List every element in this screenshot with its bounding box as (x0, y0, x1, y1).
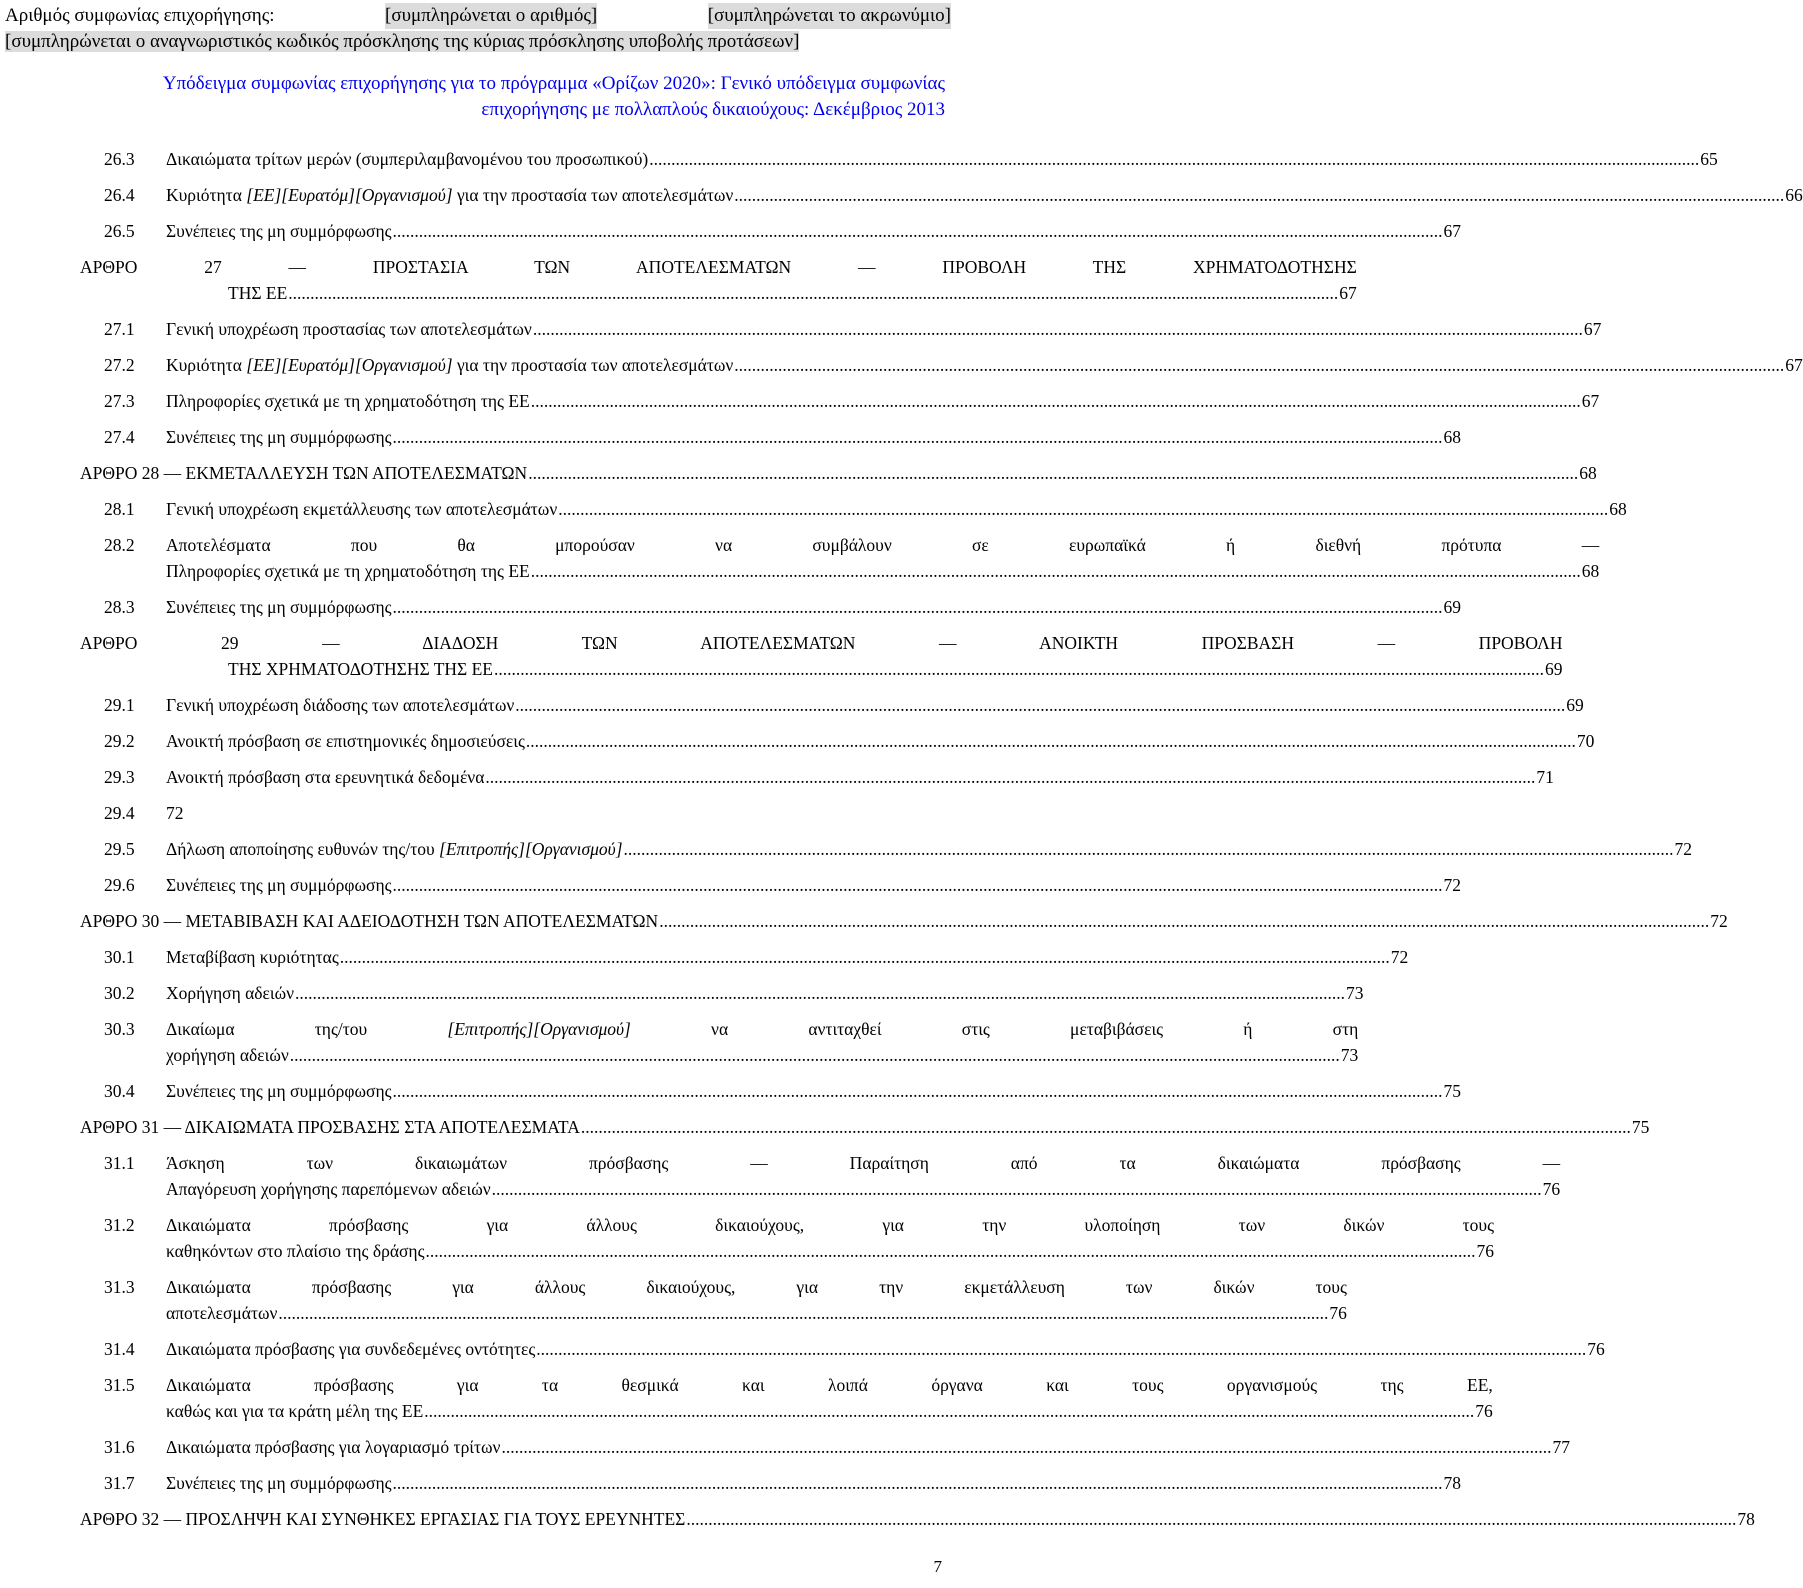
toc-entry-title-text: Συνέπειες της μη συμμόρφωσης (166, 221, 392, 241)
toc-entry-number: 31.3 (104, 1277, 135, 1297)
toc-entry-title-text: Ανοικτή πρόσβαση σε επιστημονικές δημοσιεύσεις (166, 731, 525, 751)
toc-dot-leader (492, 1176, 1542, 1202)
subtitle-line-2: επιχορήγησης με πολλαπλούς δικαιούχους: Δεκέμβριος 2013 (481, 99, 945, 120)
toc-entry-number: 28.2 (104, 535, 135, 555)
subtitle-line-1: Υπόδειγμα συμφωνίας επιχορήγησης για το πρόγραμμα «Ορίζων 2020»: Γενικό υπόδειγμα συμφωνίας (162, 73, 945, 94)
toc-entry-title-italic: [ΕΕ][Ευρατόμ][Οργανισμού] (246, 355, 453, 375)
page-number: 7 (933, 1557, 942, 1576)
toc-entry-line (80, 656, 1563, 682)
toc-section-entry[interactable] (80, 218, 1462, 244)
toc-entry-title-pre: Δικαίωμα της/του (166, 1019, 448, 1039)
header-line-1 (5, 3, 951, 29)
toc-section-entry[interactable] (80, 1470, 1462, 1496)
toc-entry-title (166, 388, 530, 414)
toc-entry-title-text: Πληροφορίες σχετικά με τη χρηματοδότηση της ΕΕ (166, 391, 530, 411)
toc-entry-title-pre: Κυριότητα (166, 355, 247, 375)
toc-entry-title-first: Δικαιώματα πρόσβασης για άλλους δικαιούχους, για την υλοποίηση των δικών τους (166, 1215, 1495, 1235)
toc-entry-title-first: Δικαιώματα πρόσβασης για άλλους δικαιούχους, για την εκμετάλλευση των δικών τους (166, 1277, 1347, 1297)
toc-section-entry[interactable] (80, 594, 1462, 620)
toc-dot-leader (290, 1042, 1340, 1068)
toc-dot-leader (288, 280, 1338, 306)
toc-entry-number: 29.6 (104, 875, 135, 895)
toc-entry-number: 26.3 (104, 149, 135, 169)
toc-entry-body (166, 532, 1599, 584)
toc-entry-line (166, 692, 1584, 718)
acronym-placeholder: [συμπληρώνεται το ακρωνύμιο] (708, 3, 951, 29)
toc-entry-number: 29.3 (104, 767, 135, 787)
toc-entry-title-text: Γενική υποχρέωση διάδοσης των αποτελεσμάτων (166, 695, 515, 715)
toc-entry-page: 67 (1443, 221, 1462, 241)
toc-entry-page: 68 (1443, 427, 1462, 447)
toc-entry-body (166, 980, 1364, 1006)
toc-entry-title (80, 908, 658, 934)
toc-entry-title-text: καθηκόντων στο πλαίσιο της δράσης (166, 1241, 425, 1261)
toc-entry-title (228, 656, 493, 682)
toc-entry-first-line (80, 254, 1357, 280)
toc-dot-leader (686, 1506, 1736, 1532)
toc-entry-title-pre: Δήλωση αποποίησης ευθυνών της/του (166, 839, 440, 859)
toc-entry-title-post: για την προστασία των αποτελεσμάτων (452, 185, 734, 205)
toc-section-entry[interactable] (80, 1150, 1561, 1202)
toc-entry-line (166, 558, 1599, 584)
toc-entry-line (166, 872, 1461, 898)
toc-entry-page: 68 (1581, 561, 1600, 581)
toc-section-entry[interactable] (80, 836, 1693, 862)
toc-entry-title (166, 692, 514, 718)
toc-entry-page: 76 (1475, 1401, 1493, 1421)
toc-article-entry[interactable] (80, 630, 1563, 682)
toc-dot-leader (531, 558, 1581, 584)
toc-section-entry[interactable] (80, 1372, 1493, 1424)
toc-entry-title (166, 872, 392, 898)
document-subtitle (80, 71, 945, 123)
toc-entry-page: 76 (1587, 1339, 1605, 1359)
toc-entry-body (166, 218, 1461, 244)
toc-entry-title-text: ΤΗΣ ΕΕ (228, 283, 288, 303)
toc-entry-body (166, 836, 1692, 862)
toc-article-entry[interactable] (80, 254, 1357, 306)
toc-entry-title-text: ΑΡΘΡΟ 28 — ΕΚΜΕΤΑΛΛΕΥΣΗ ΤΩΝ ΑΠΟΤΕΛΕΣΜΑΤΩΝ (80, 463, 528, 483)
toc-entry-body (80, 1114, 1649, 1140)
toc-entry-body (166, 1016, 1358, 1068)
toc-entry-title (166, 728, 525, 754)
toc-entry-title (166, 1470, 392, 1496)
toc-dot-leader (624, 836, 1674, 862)
toc-entry-first-line (166, 1016, 1358, 1042)
toc-dot-leader (426, 1238, 1476, 1264)
toc-entry-title-text: Συνέπειες της μη συμμόρφωσης (166, 597, 392, 617)
toc-entry-title-post: για την προστασία των αποτελεσμάτων (452, 355, 734, 375)
toc-article-entry[interactable] (80, 908, 1728, 934)
toc-entry-line (166, 146, 1718, 172)
toc-entry-number: 30.1 (104, 947, 135, 967)
toc-entry-title-first: Δικαιώματα πρόσβασης για τα θεσμικά και λοιπά όργανα και τους οργανισμούς της ΕΕ, (166, 1375, 1493, 1395)
toc-entry-page: 69 (1566, 695, 1584, 715)
toc-entry-page: 78 (1443, 1473, 1462, 1493)
toc-entry-first-line (166, 1150, 1560, 1176)
toc-entry-number: 26.5 (104, 221, 135, 241)
toc-dot-leader (734, 182, 1784, 208)
toc-entry-body (166, 764, 1554, 790)
toc-entry-line (80, 1506, 1755, 1532)
toc-section-entry[interactable] (80, 944, 1409, 970)
toc-entry-title-italic: [ΕΕ][Ευρατόμ][Οργανισμού] (246, 185, 453, 205)
toc-entry-title-text: Πληροφορίες σχετικά με τη χρηματοδότηση της ΕΕ (166, 561, 530, 581)
toc-section-entry[interactable] (80, 388, 1600, 414)
toc-article-entry[interactable] (80, 1114, 1650, 1140)
toc-entry-number: 31.2 (104, 1215, 135, 1235)
toc-dot-leader (528, 460, 1578, 486)
toc-entry-title-italic: [Επιτροπής][Οργανισμού] (439, 839, 623, 859)
toc-entry-number: 30.2 (104, 983, 135, 1003)
toc-dot-leader (393, 594, 1443, 620)
toc-entry-page: 68 (1579, 463, 1597, 483)
toc-dot-leader (533, 316, 1583, 342)
toc-entry-title-text: Συνέπειες της μη συμμόρφωσης (166, 1473, 392, 1493)
toc-dot-leader (659, 908, 1709, 934)
toc-entry-title-text: ΑΡΘΡΟ 31 — ΔΙΚΑΙΩΜΑΤΑ ΠΡΟΣΒΑΣΗΣ ΣΤΑ ΑΠΟΤΕΛΕΣΜΑΤΑ (80, 1117, 580, 1137)
toc-entry-title-text: Γενική υποχρέωση προστασίας των αποτελεσμάτων (166, 319, 532, 339)
toc-entry-page: 73 (1346, 983, 1364, 1003)
toc-section-entry[interactable] (80, 1016, 1359, 1068)
toc-entry-line (166, 764, 1554, 790)
toc-entry-page: 72 (1443, 875, 1462, 895)
toc-entry-title (166, 496, 557, 522)
toc-entry-page: 76 (1329, 1303, 1347, 1323)
toc-entry-body (166, 424, 1461, 450)
toc-entry-body (166, 692, 1584, 718)
toc-entry-number: 27.1 (104, 319, 135, 339)
toc-entry-first-line (166, 1212, 1494, 1238)
toc-entry-title (166, 1176, 491, 1202)
toc-entry-line (166, 728, 1594, 754)
toc-entry-line (166, 594, 1461, 620)
toc-entry-title (228, 280, 287, 306)
toc-entry-number: 29.2 (104, 731, 135, 751)
toc-entry-number: 31.1 (104, 1153, 135, 1173)
toc-entry-line (166, 836, 1692, 862)
toc-entry-page: 67 (1785, 355, 1803, 375)
toc-entry-body (166, 728, 1594, 754)
toc-section-entry[interactable] (80, 872, 1462, 898)
toc-entry-number: 31.4 (104, 1339, 135, 1359)
toc-entry-title (166, 424, 392, 450)
toc-section-entry[interactable] (80, 182, 1803, 208)
toc-entry-body (166, 146, 1718, 172)
toc-entry-title-text: Δικαιώματα πρόσβασης για λογαριασμό τρίτων (166, 1437, 501, 1457)
toc-entry-title-italic: [Επιτροπής][Οργανισμού] (447, 1019, 631, 1039)
toc-entry-page: 72 (1710, 911, 1728, 931)
toc-entry-title (80, 1506, 685, 1532)
toc-entry-line (166, 218, 1461, 244)
toc-entry-line (166, 1336, 1605, 1362)
toc-entry-body (166, 1150, 1560, 1202)
toc-entry-body (166, 1212, 1494, 1264)
toc-entry-page: 70 (1576, 731, 1595, 751)
toc-entry-title (166, 1300, 277, 1326)
toc-entry-title-text: Χορήγηση αδειών (166, 983, 295, 1003)
toc-entry-page: 73 (1340, 1045, 1359, 1065)
toc-section-entry[interactable] (80, 692, 1584, 718)
toc-entry-body (166, 496, 1627, 522)
toc-entry-title-first: Άσκηση των δικαιωμάτων πρόσβασης — Παραίτηση από τα δικαιώματα πρόσβασης — (166, 1153, 1561, 1173)
toc-entry-body (166, 182, 1803, 208)
toc-entry-title (166, 1398, 423, 1424)
toc-dot-leader (424, 1398, 1474, 1424)
toc-entry-number: 31.6 (104, 1437, 135, 1457)
toc-entry-line (166, 1300, 1347, 1326)
toc-entry-body (166, 1336, 1605, 1362)
toc-entry-title (166, 1042, 289, 1068)
toc-dot-leader (558, 496, 1608, 522)
toc-entry-line (166, 182, 1803, 208)
toc-section-entry[interactable] (80, 800, 946, 826)
toc-section-entry[interactable] (80, 1434, 1570, 1460)
toc-entry-line (166, 496, 1627, 522)
toc-entry-title-text: Συνέπειες της μη συμμόρφωσης (166, 875, 392, 895)
toc-dot-leader (536, 1336, 1586, 1362)
toc-entry-line (166, 1434, 1570, 1460)
toc-dot-leader (494, 656, 1544, 682)
call-identifier-placeholder: [συμπληρώνεται ο αναγνωριστικός κωδικός πρόσκλησης της κύριας πρόσκλησης υποβολής προτάσεων] (5, 31, 800, 52)
toc-article-entry[interactable] (80, 1506, 1755, 1532)
toc-dot-leader (501, 1434, 1551, 1460)
toc-entry-title (166, 1078, 392, 1104)
toc-entry-title (166, 218, 392, 244)
toc-entry-page: 75 (1443, 1081, 1462, 1101)
toc-entry-body (166, 1434, 1570, 1460)
toc-entry-first-line (166, 532, 1599, 558)
toc-dot-leader (649, 146, 1699, 172)
toc-entry-title (166, 1238, 425, 1264)
toc-entry-title (166, 146, 648, 172)
toc-entry-body (166, 352, 1803, 378)
toc-entry-body (166, 316, 1601, 342)
toc-section-entry[interactable] (80, 1212, 1495, 1264)
toc-entry-title-text: ΑΡΘΡΟ 32 — ΠΡΟΣΛΗΨΗ ΚΑΙ ΣΥΝΘΗΚΕΣ ΕΡΓΑΣΙΑΣ ΓΙΑ ΤΟΥΣ ΕΡΕΥΝΗΤΕΣ (80, 1509, 686, 1529)
toc-entry-title-text: Συνέπειες της μη συμμόρφωσης (166, 427, 392, 447)
toc-entry-body (166, 1470, 1461, 1496)
toc-entry-body (166, 388, 1599, 414)
toc-entry-page: 69 (1545, 659, 1563, 679)
toc-entry-page: 72 (1674, 839, 1693, 859)
toc-entry-number: 30.4 (104, 1081, 135, 1101)
toc-entry-line (166, 388, 1599, 414)
toc-entry-line (166, 352, 1803, 378)
toc-entry-title (166, 558, 530, 584)
toc-entry-body (166, 1078, 1461, 1104)
toc-entry-page: 76 (1476, 1241, 1495, 1261)
toc-entry-title-text: Δικαιώματα πρόσβασης για συνδεδεμένες οντότητες (166, 1339, 536, 1359)
toc-entry-number: 29.5 (104, 839, 135, 859)
toc-dot-leader (581, 1114, 1631, 1140)
toc-entry-body (166, 1274, 1347, 1326)
toc-entry-title (166, 352, 733, 378)
toc-section-entry[interactable] (80, 728, 1595, 754)
table-of-contents (80, 146, 1803, 1532)
toc-entry-page: 78 (1737, 1509, 1755, 1529)
toc-entry-body (166, 944, 1408, 970)
grant-number-placeholder: [συμπληρώνεται ο αριθμός] (385, 3, 597, 29)
toc-entry-line (166, 980, 1364, 1006)
toc-entry-line (166, 1078, 1461, 1104)
toc-entry-body (80, 630, 1563, 682)
toc-section-entry[interactable] (80, 764, 1554, 790)
toc-entry-title-text: Μεταβίβαση κυριότητας (166, 947, 339, 967)
toc-entry-title-pre: Κυριότητα (166, 185, 247, 205)
toc-entry-line (166, 316, 1601, 342)
toc-entry-title-text: Απαγόρευση χορήγησης παρεπόμενων αδειών (166, 1179, 491, 1199)
toc-entry-body (80, 908, 1728, 934)
toc-entry-title-text: ΤΗΣ ΧΡΗΜΑΤΟΔΟΤΗΣΗΣ ΤΗΣ ΕΕ (228, 659, 493, 679)
toc-entry-line (80, 460, 1597, 486)
toc-dot-leader (531, 388, 1581, 414)
toc-entry-line (166, 1398, 1493, 1424)
toc-entry-number: 28.1 (104, 499, 135, 519)
toc-entry-title-text: καθώς και για τα κράτη μέλη της ΕΕ (166, 1401, 424, 1421)
toc-entry-title (166, 182, 733, 208)
document-header (5, 3, 951, 55)
toc-entry-title (166, 594, 392, 620)
toc-entry-title (166, 1434, 500, 1460)
toc-dot-leader (393, 1470, 1443, 1496)
toc-entry-line (80, 280, 1357, 306)
toc-dot-leader (340, 944, 1390, 970)
toc-entry-body (166, 1372, 1493, 1424)
toc-entry-title-first: ΑΡΘΡΟ 27 — ΠΡΟΣΤΑΣΙΑ ΤΩΝ ΑΠΟΤΕΛΕΣΜΑΤΩΝ — ΠΡΟΒΟΛΗ ΤΗΣ ΧΡΗΜΑΤΟΔΟΤΗΣΗΣ (80, 257, 1357, 277)
toc-entry-page: 72 (1390, 947, 1409, 967)
toc-section-entry[interactable] (80, 1078, 1462, 1104)
toc-entry-number: 27.3 (104, 391, 135, 411)
toc-dot-leader (526, 728, 1576, 754)
toc-entry-number: 29.1 (104, 695, 135, 715)
toc-entry-title (166, 980, 294, 1006)
toc-dot-leader (393, 218, 1443, 244)
toc-entry-number: 29.4 (104, 803, 135, 823)
toc-entry-page: 77 (1552, 1437, 1570, 1457)
toc-entry-line (166, 1238, 1494, 1264)
toc-entry-body (166, 594, 1461, 620)
toc-entry-number: 31.7 (104, 1473, 135, 1493)
toc-entry-line (166, 944, 1408, 970)
toc-entry-title-text: αποτελεσμάτων (166, 1303, 278, 1323)
toc-entry-number: 27.4 (104, 427, 135, 447)
grant-number-label: Αριθμός συμφωνίας επιχορήγησης: (5, 5, 275, 26)
toc-entry-page: 67 (1339, 283, 1357, 303)
toc-entry-title-first: ΑΡΘΡΟ 29 — ΔΙΑΔΟΣΗ ΤΩΝ ΑΠΟΤΕΛΕΣΜΑΤΩΝ — ΑΝΟΙΚΤΗ ΠΡΟΣΒΑΣΗ — ΠΡΟΒΟΛΗ (80, 633, 1563, 653)
toc-entry-title-text: Ανοικτή πρόσβαση στα ερευνητικά δεδομένα (166, 767, 485, 787)
toc-entry-title (166, 316, 532, 342)
toc-entry-title (166, 944, 339, 970)
toc-section-entry[interactable] (80, 424, 1462, 450)
toc-entry-line (166, 1176, 1560, 1202)
toc-entry-first-line (166, 1372, 1493, 1398)
toc-entry-page: 67 (1581, 391, 1600, 411)
toc-entry-page: 71 (1536, 767, 1554, 787)
toc-entry-body (80, 460, 1597, 486)
toc-article-entry[interactable] (80, 460, 1597, 486)
toc-entry-page: 65 (1700, 149, 1718, 169)
toc-dot-leader (485, 764, 1535, 790)
toc-section-entry[interactable] (80, 316, 1602, 342)
toc-section-entry[interactable] (80, 496, 1627, 522)
toc-entry-page: 68 (1609, 499, 1627, 519)
toc-entry-body (166, 872, 1461, 898)
toc-entry-body (80, 254, 1357, 306)
toc-section-entry[interactable] (80, 352, 1803, 378)
toc-section-entry[interactable] (80, 532, 1600, 584)
toc-entry-line (80, 908, 1728, 934)
toc-dot-leader (295, 980, 1345, 1006)
toc-entry-first-line (166, 1274, 1347, 1300)
toc-entry-body (80, 1506, 1755, 1532)
toc-entry-line (80, 1114, 1649, 1140)
toc-entry-title-text: Δικαιώματα τρίτων μερών (συμπεριλαμβανομένου του προσωπικού) (166, 149, 649, 169)
toc-entry-plain: 72 (166, 803, 184, 823)
toc-entry-line (166, 1470, 1461, 1496)
toc-entry-title-text: Γενική υποχρέωση εκμετάλλευσης των αποτελεσμάτων (166, 499, 558, 519)
toc-entry-number: 31.5 (104, 1375, 135, 1395)
toc-dot-leader (393, 872, 1443, 898)
toc-dot-leader (393, 424, 1443, 450)
toc-dot-leader (515, 692, 1565, 718)
toc-section-entry[interactable] (80, 1336, 1605, 1362)
toc-entry-number: 30.3 (104, 1019, 135, 1039)
toc-section-entry[interactable] (80, 1274, 1347, 1326)
toc-entry-line (166, 424, 1461, 450)
toc-entry-number: 27.2 (104, 355, 135, 375)
toc-entry-page: 67 (1583, 319, 1602, 339)
toc-entry-page: 69 (1443, 597, 1462, 617)
toc-entry-page: 76 (1542, 1179, 1561, 1199)
toc-entry-body (166, 800, 946, 826)
toc-entry-title-post: να αντιταχθεί στις μεταβιβάσεις ή στη (630, 1019, 1359, 1039)
toc-section-entry[interactable] (80, 980, 1364, 1006)
toc-entry-title-first: Αποτελέσματα που θα μπορούσαν να συμβάλουν σε ευρωπαϊκά ή διεθνή πρότυπα — (166, 535, 1600, 555)
toc-entry-title (166, 764, 484, 790)
toc-entry-line (166, 1042, 1358, 1068)
toc-entry-page: 75 (1631, 1117, 1650, 1137)
toc-entry-number: 26.4 (104, 185, 135, 205)
toc-entry-title-text: Συνέπειες της μη συμμόρφωσης (166, 1081, 392, 1101)
toc-entry-page: 66 (1785, 185, 1803, 205)
toc-entry-title (166, 836, 623, 862)
toc-entry-title-text: ΑΡΘΡΟ 30 — ΜΕΤΑΒΙΒΑΣΗ ΚΑΙ ΑΔΕΙΟΔΟΤΗΣΗ ΤΩΝ ΑΠΟΤΕΛΕΣΜΑΤΩΝ (80, 911, 659, 931)
toc-section-entry[interactable] (80, 146, 1718, 172)
toc-entry-number: 28.3 (104, 597, 135, 617)
toc-entry-title-text: χορήγηση αδειών (166, 1045, 289, 1065)
toc-dot-leader (734, 352, 1784, 378)
toc-entry-title (166, 1336, 535, 1362)
toc-entry-title (80, 1114, 580, 1140)
toc-entry-title (80, 460, 527, 486)
toc-dot-leader (393, 1078, 1443, 1104)
toc-entry-first-line (80, 630, 1563, 656)
toc-dot-leader (278, 1300, 1328, 1326)
